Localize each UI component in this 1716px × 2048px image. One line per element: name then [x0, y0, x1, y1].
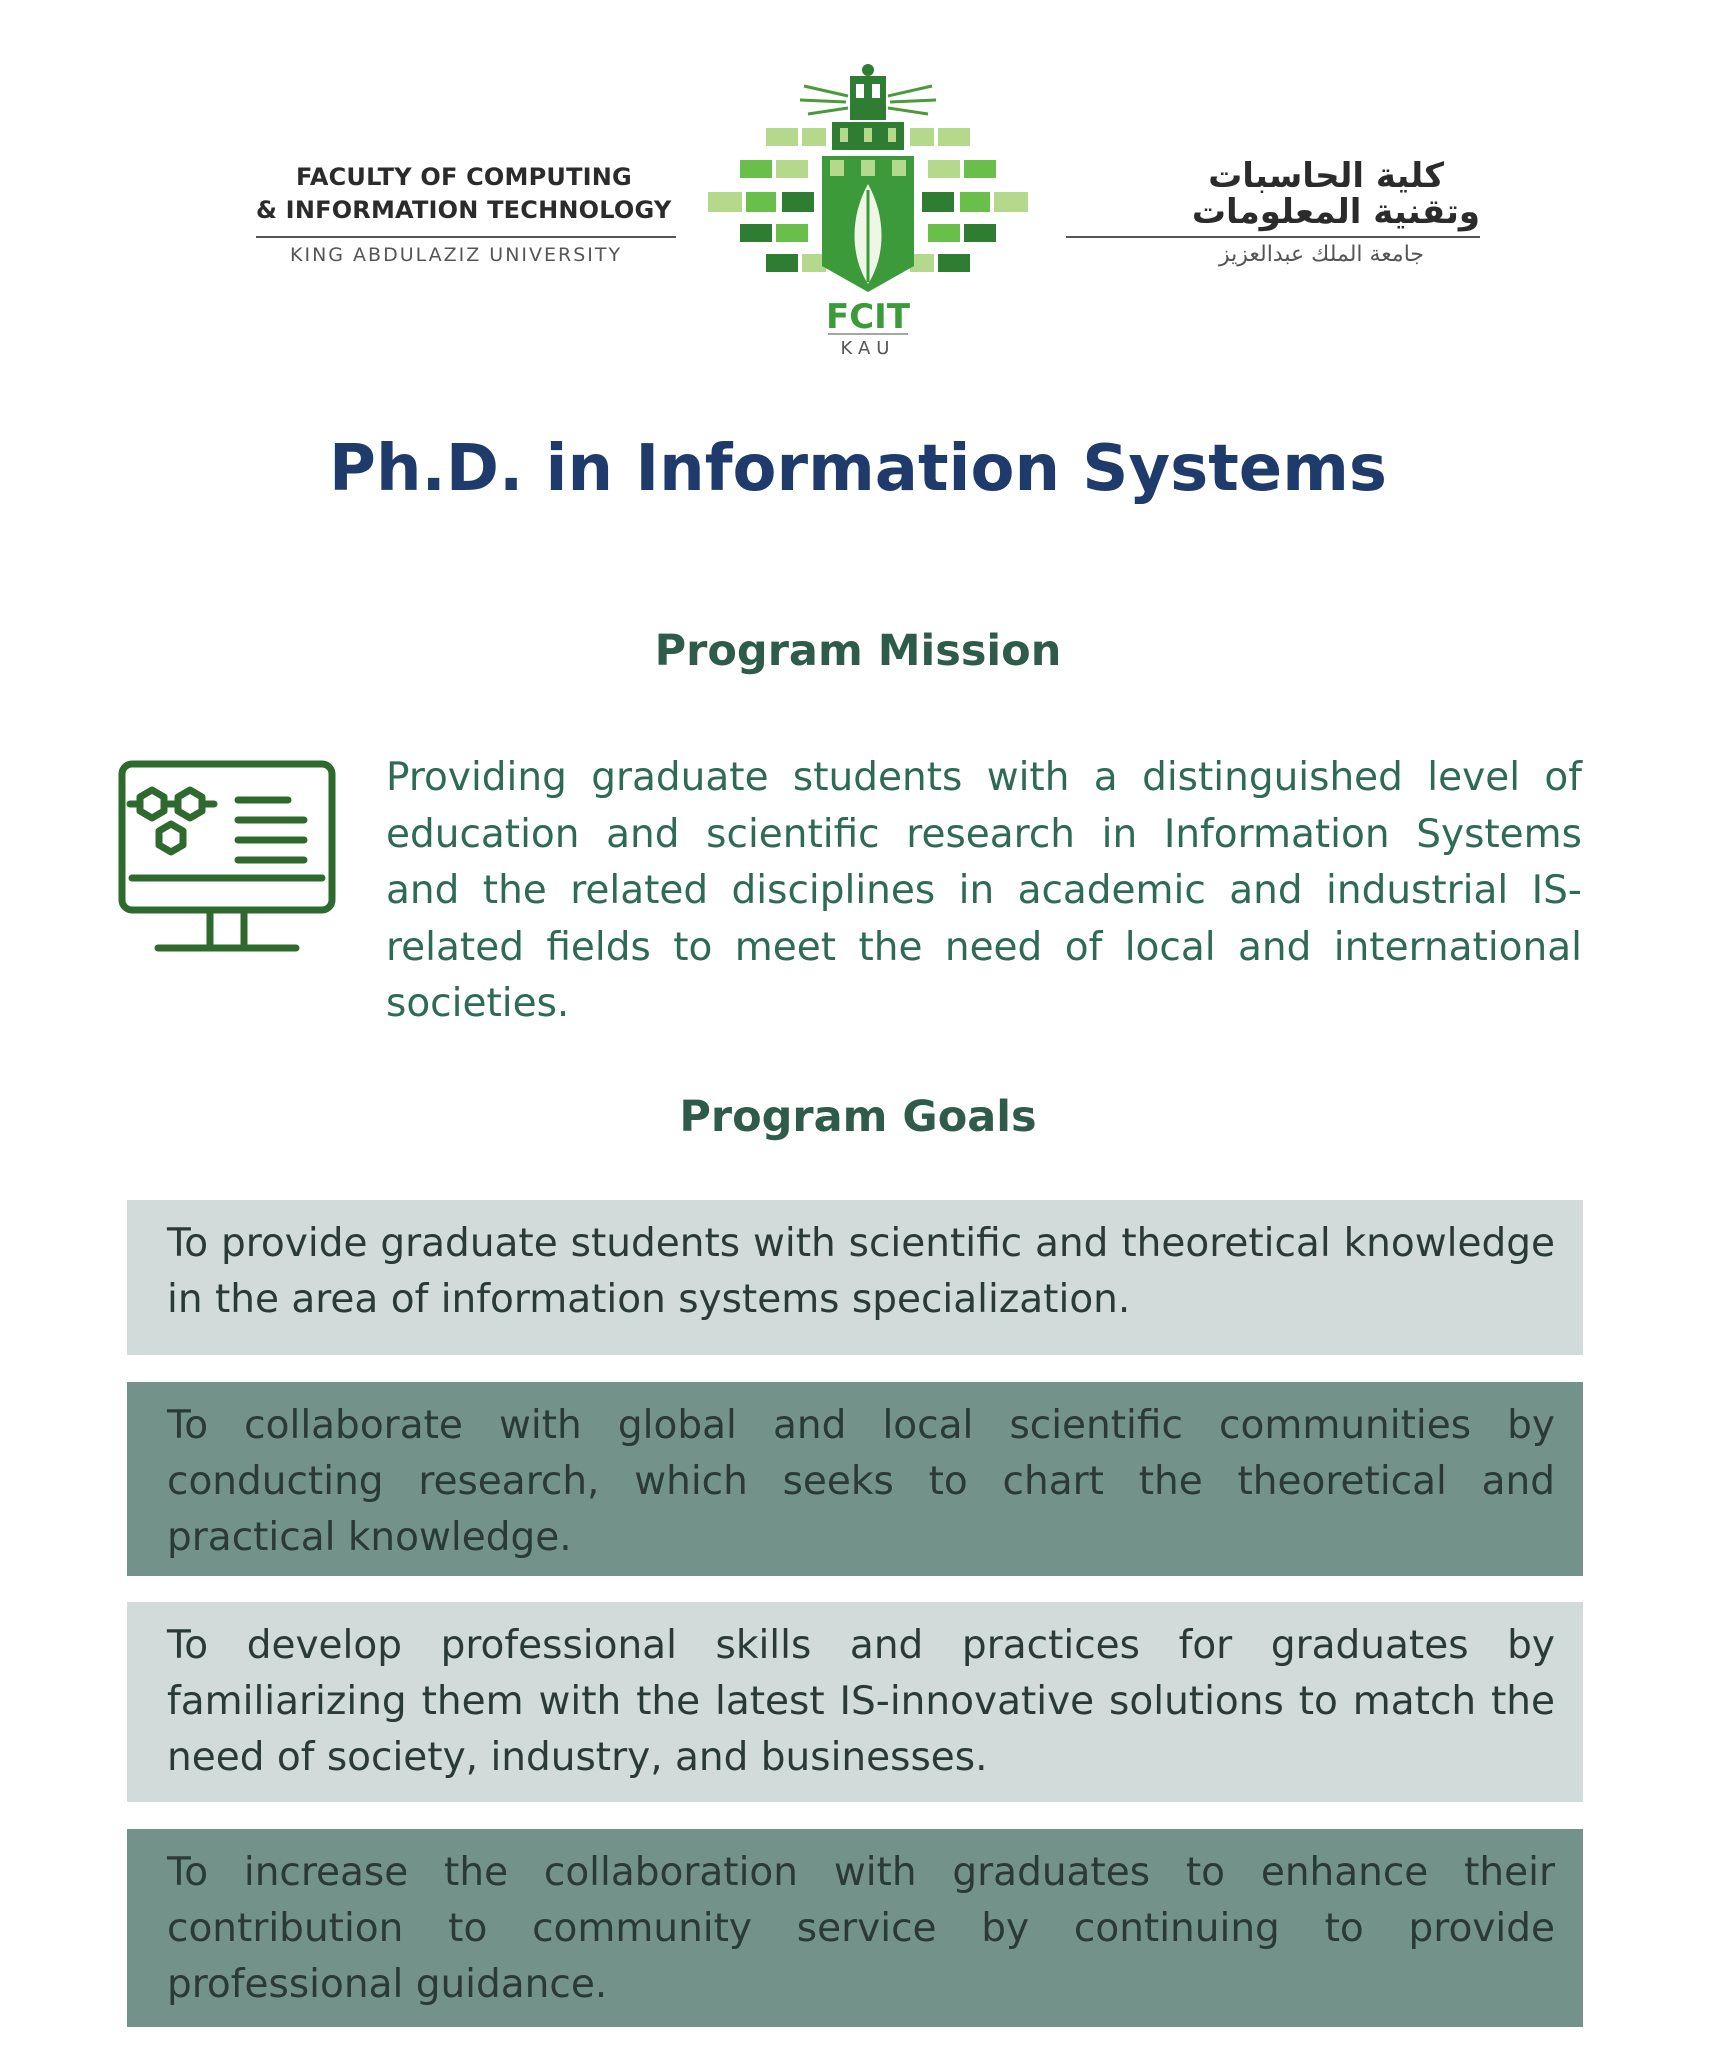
- header-divider-right: [1066, 236, 1480, 238]
- header-divider-left: [256, 236, 676, 238]
- monitor-molecule-icon: [118, 760, 336, 964]
- goal-item-2: [127, 1382, 1583, 1576]
- faculty-name-en-line1: FACULTY OF COMPUTING: [296, 163, 632, 191]
- goal-text: To collaborate with global and local scientific communities by conducting research, which seeks to chart the theoretical and practical knowledge.: [167, 1403, 1555, 1560]
- goal-item-4: [127, 1829, 1583, 2027]
- faculty-name-en-line2: & INFORMATION TECHNOLOGY: [256, 196, 672, 224]
- logo-text: FCIT: [825, 297, 911, 337]
- goal-item-3: [127, 1602, 1583, 1802]
- goal-item-1: [127, 1200, 1583, 1355]
- goal-text: To develop professional skills and practices for graduates by familiarizing them with the latest IS-innovative solutions to match the need of society, industry, and businesses.: [167, 1623, 1555, 1780]
- goal-text: To provide graduate students with scientific and theoretical knowledge in the area of information systems specialization.: [167, 1221, 1555, 1322]
- goal-text: To increase the collaboration with graduates to enhance their contribution to community service by continuing to provide professional guidance.: [167, 1850, 1555, 2007]
- goals-heading: Program Goals: [679, 1092, 1037, 1142]
- university-name-ar: جامعة الملك عبدالعزيز: [1219, 242, 1424, 267]
- mission-text: Providing graduate students with a distinguished level of education and scientific research in Information Systems and the related disciplines in academic and industrial IS-related fields to meet the need of local and international societies.: [386, 755, 1582, 1026]
- fcit-logo: [700, 56, 1036, 356]
- logo-subtext: KAU: [840, 338, 896, 356]
- faculty-name-ar-line2: وتقنية المعلومات: [1191, 192, 1480, 232]
- university-name-en: KING ABDULAZIZ UNIVERSITY: [290, 244, 623, 266]
- page-title: Ph.D. in Information Systems: [329, 432, 1387, 506]
- mission-heading: Program Mission: [654, 626, 1062, 676]
- faculty-name-ar-line1: كلية الحاسبات: [1208, 156, 1444, 196]
